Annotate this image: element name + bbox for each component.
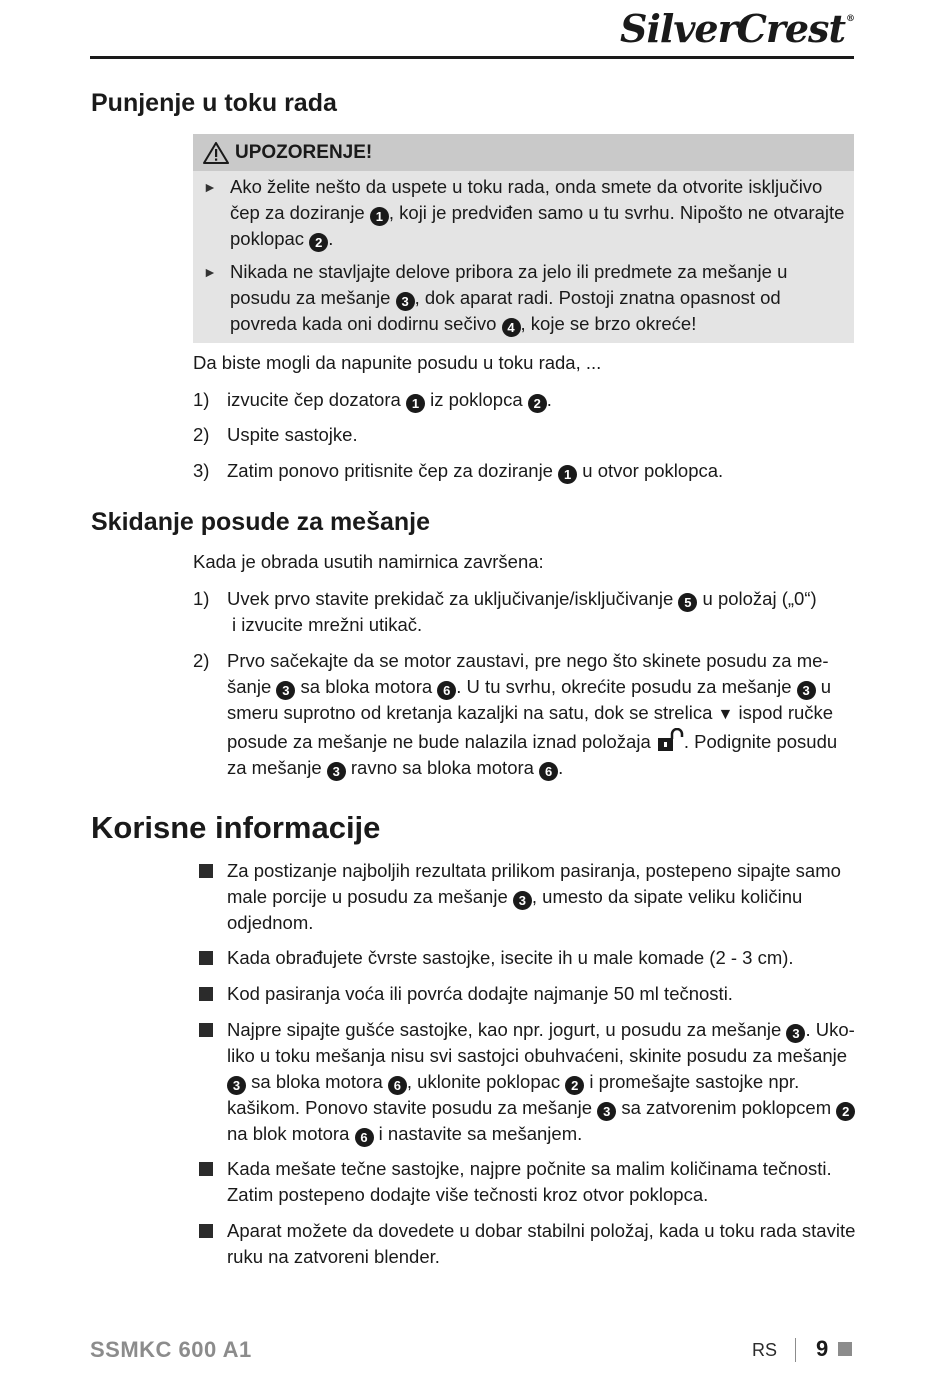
part-number-icon: 3 (597, 1102, 616, 1121)
remove-step: 2) Prvo sačekajte da se motor zaustavi, pre nego što skinete posudu za me-šanje 3 sa bloka motora 6 . U tu svrhu, okrećite posudu za mešanje 3 u smeru suprotno od kretanja kazaljki na satu, dok se strelica ▼ ispod ručke posude za mešanje ne bude nalazila iznad položaja . Podignite posudu za mešanje 3 ravno sa bloka motora 6 . (193, 650, 838, 779)
refill-step: 2) Uspite sastojke. (193, 424, 358, 445)
section-title-refill: Punjenje u toku rada (91, 89, 337, 117)
info-bullet: Kod pasiranja voća ili povrća dodajte najmanje 50 ml tečnosti. (193, 981, 861, 1007)
part-number-icon: 6 (539, 762, 558, 781)
part-number-icon: 3 (327, 762, 346, 781)
footer-divider (795, 1338, 796, 1362)
part-number-icon: 3 (396, 292, 415, 311)
warning-item: ► Ako želite nešto da uspete u toku rada, onda smete da otvorite isključivo čep za doziranje 1 , koji je predviđen samo u tu svrhu. Nipošto ne otvarajte poklopac 2 . (203, 176, 845, 250)
arrow-bullet-icon: ► (203, 179, 217, 195)
info-bullet: Za postizanje najboljih rezultata prilikom pasiranja, postepeno sipajte samo male porcije u posudu za mešanje 3 , umesto da sipate veliku količinu odjednom. (193, 858, 861, 936)
part-number-icon: 2 (565, 1076, 584, 1095)
part-number-icon: 3 (227, 1076, 246, 1095)
square-bullet-icon (199, 1224, 213, 1238)
info-bullet: Kada mešate tečne sastojke, najpre počnite sa malim količinama tečnosti. Zatim postepeno dodajte više tečnosti kroz otvor poklopca. (193, 1156, 861, 1208)
part-number-icon: 3 (786, 1024, 805, 1043)
warning-triangle-icon (203, 142, 229, 164)
remove-step: 1) Uvek prvo stavite prekidač za uključivanje/isključivanje 5 u položaj („0“) i izvucite mrežni utikač. (193, 588, 817, 635)
warning-box (193, 134, 854, 343)
part-number-icon: 6 (355, 1128, 374, 1147)
square-bullet-icon (199, 987, 213, 1001)
part-number-icon: 2 (309, 233, 328, 252)
arrow-bullet-icon: ► (203, 264, 217, 280)
refill-step: 1) izvucite čep dozatora 1 iz poklopca 2 . (193, 389, 552, 411)
info-bullet: Najpre sipajte gušće sastojke, kao npr. jogurt, u posudu za mešanje 3 . Uko-liko u toku mešanja nisu svi sastojci obuhvaćeni, skinite posudu za mešanje 3 sa bloka motora 6 , uklonite poklopac 2 i promešajte sastojke npr. kašikom. Ponovo stavite posudu za mešanje 3 sa zatvorenim poklopcem 2 na blok motora 6 i nastavite sa mešanjem. (193, 1017, 861, 1147)
section-title-useful-info: Korisne informacije (91, 810, 381, 845)
square-bullet-icon (199, 951, 213, 965)
part-number-icon: 1 (558, 465, 577, 484)
part-number-icon: 4 (502, 318, 521, 337)
warning-label: UPOZORENJE! (235, 141, 373, 163)
square-bullet-icon (199, 864, 213, 878)
part-number-icon: 1 (406, 394, 425, 413)
part-number-icon: 3 (513, 891, 532, 910)
section-title-remove-jug: Skidanje posude za mešanje (91, 508, 431, 536)
square-bullet-icon (199, 1162, 213, 1176)
part-number-icon: 1 (370, 207, 389, 226)
part-number-icon: 6 (437, 681, 456, 700)
part-number-icon: 2 (528, 394, 547, 413)
square-bullet-icon (199, 1023, 213, 1037)
footer-model: SSMKC 600 A1 (90, 1337, 252, 1362)
info-bullet: Kada obrađujete čvrste sastojke, isecite ih u male komade (2 - 3 cm). (193, 945, 861, 971)
refill-step: 3) Zatim ponovo pritisnite čep za doziranje 1 u otvor poklopca. (193, 460, 724, 482)
warning-header (193, 134, 854, 171)
part-number-icon: 3 (276, 681, 295, 700)
part-number-icon: 6 (388, 1076, 407, 1095)
footer-language: RS (752, 1340, 778, 1360)
refill-intro: Da biste mogli da napunite posudu u toku rada, ... (193, 352, 602, 373)
brand-logo: SilverCrest® (620, 6, 854, 51)
unlock-icon (656, 728, 684, 752)
part-number-icon: 5 (678, 593, 697, 612)
footer-square-icon (838, 1342, 852, 1356)
header-rule (90, 56, 854, 59)
arrow-down-icon: ▼ (717, 706, 734, 723)
part-number-icon: 3 (797, 681, 816, 700)
warning-item: ► Nikada ne stavljajte delove pribora za jelo ili predmete za mešanje u posudu za mešanje 3 , dok aparat radi. Postoji znatna opasnost od povreda kada oni dodirnu sečivo 4 , koje se brzo okreće! (203, 261, 788, 335)
remove-intro: Kada je obrada usutih namirnica završena: (193, 551, 544, 572)
part-number-icon: 2 (836, 1102, 855, 1121)
page-number: 9 (816, 1336, 829, 1361)
info-bullet: Aparat možete da dovedete u dobar stabilni položaj, kada u toku rada stavite ruku na zatvoreni blender. (193, 1218, 861, 1270)
